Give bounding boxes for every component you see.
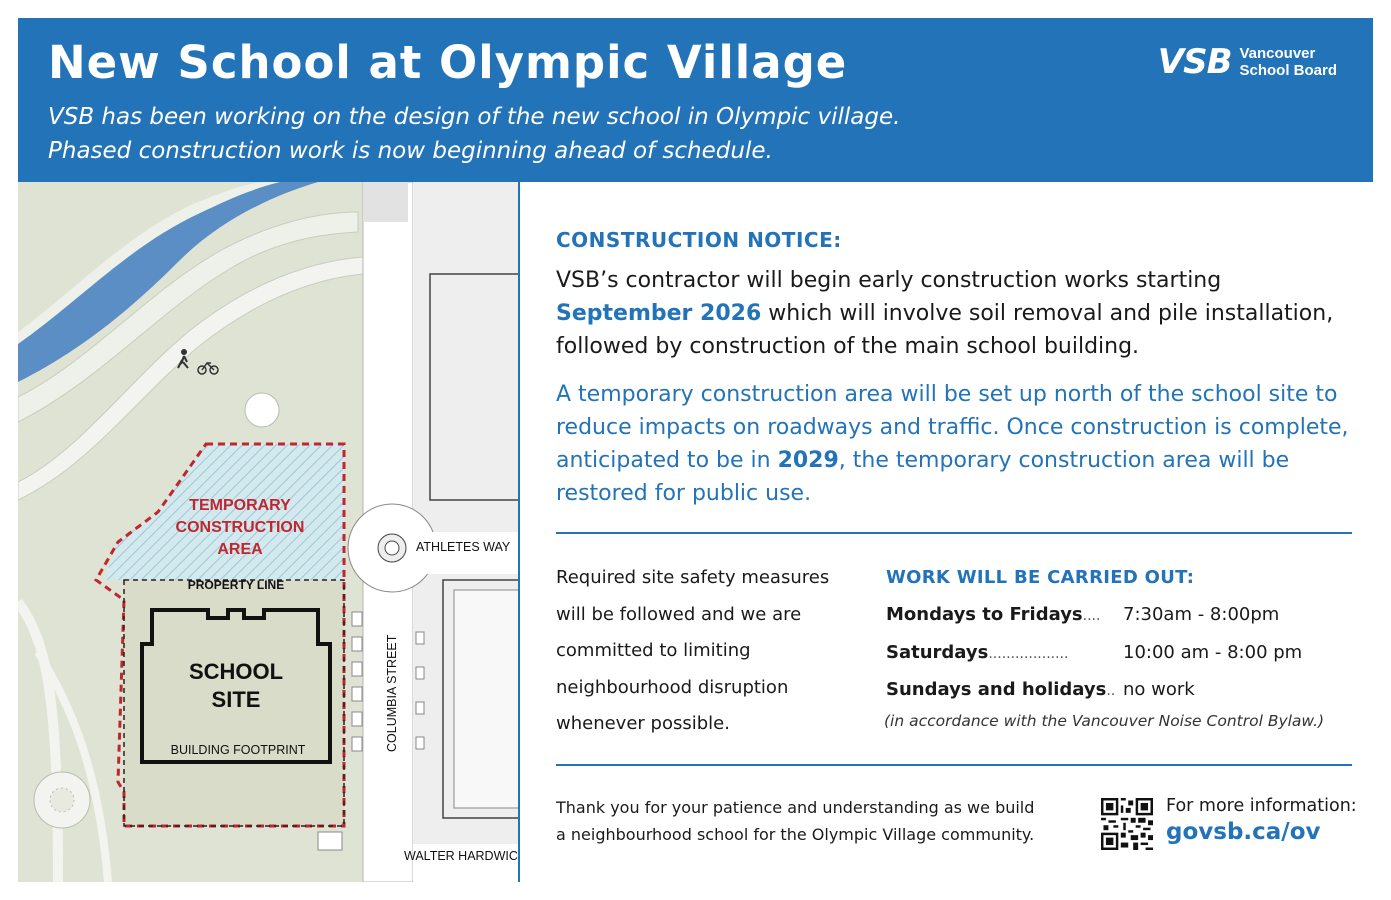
schedule-row <box>886 642 1356 680</box>
walter-hardwick-label: WALTER HARDWIC <box>404 849 518 863</box>
schedule-day: Saturdays <box>886 641 989 663</box>
property-line-label: PROPERTY LINE <box>187 578 285 592</box>
work-schedule <box>886 604 1356 717</box>
schedule-leader: .... <box>1082 608 1101 624</box>
start-date-highlight: September 2026 <box>556 301 762 326</box>
safety-line: neighbourhood disruption <box>556 676 789 698</box>
safety-line: committed to limiting <box>556 640 751 661</box>
header-banner <box>18 18 1373 182</box>
schedule-row <box>886 679 1356 717</box>
divider-bottom <box>556 764 1352 766</box>
more-info-link[interactable]: govsb.ca/ov <box>1166 819 1321 845</box>
school-site-label-1: SCHOOL <box>188 659 284 684</box>
thank-you-text <box>556 794 1086 848</box>
columbia-street-label: COLUMBIA STREET <box>385 634 399 752</box>
school-site-label-2: SITE <box>211 687 261 712</box>
completion-year: 2029 <box>777 448 839 473</box>
thanks-line: Thank you for your patience and understanding as we build <box>556 798 1035 817</box>
schedule-hours: 10:00 am - 8:00 pm <box>1123 641 1303 663</box>
schedule-leader: .................. <box>988 645 1069 662</box>
building-footprint-label: BUILDING FOOTPRINT <box>170 743 306 757</box>
schedule-day: Sundays and holidays <box>886 679 1107 700</box>
vsb-logo-mark: VSB <box>1157 42 1232 82</box>
subtitle-line-2: Phased construction work is now beginning ahead of schedule. <box>48 138 773 164</box>
temp-area-label-3: AREA <box>217 541 263 558</box>
logo-line-1: Vancouver <box>1239 45 1316 62</box>
logo-line-2: School Board <box>1239 62 1337 79</box>
notice-p1-text-1: VSB’s contractor will begin early construction works starting <box>556 268 1222 293</box>
thanks-line: a neighbourhood school for the Olympic Village community. <box>556 825 1035 844</box>
temp-area-label-2: CONSTRUCTION <box>175 519 305 536</box>
page-title: New School at Olympic Village <box>48 36 848 89</box>
safety-measures-text <box>556 560 856 743</box>
divider-top <box>556 532 1352 534</box>
athletes-way-label: ATHLETES WAY <box>416 540 511 554</box>
schedule-day: Mondays to Fridays <box>886 604 1083 625</box>
schedule-leader: .. <box>1106 683 1116 699</box>
schedule-hours: 7:30am - 8:00pm <box>1123 604 1280 625</box>
vsb-logo-words <box>1239 45 1337 79</box>
notice-p2-text-1: A temporary construction area will be set up north of the school site to reduce impacts on roadways and traffic. Once construction is complete, anticipated to be in <box>556 382 1349 473</box>
subtitle-line-1: VSB has been working on the design of the new school in Olympic village. <box>48 104 901 130</box>
safety-line: Required site safety measures <box>556 567 830 588</box>
notice-paragraph-1 <box>556 264 1352 363</box>
site-map <box>18 182 520 882</box>
qr-code-icon[interactable] <box>1101 798 1153 850</box>
vsb-logo <box>1158 42 1337 82</box>
notice-p2-text-2: , the temporary construction area will be restored for public use. <box>556 448 1290 506</box>
schedule-hours: no work <box>1123 679 1195 700</box>
schedule-row <box>886 604 1356 642</box>
notice-paragraph-2 <box>556 378 1352 510</box>
construction-notice-heading: CONSTRUCTION NOTICE: <box>556 228 842 252</box>
temp-area-label-1: TEMPORARY <box>189 497 291 514</box>
notice-p1-text-2: which will involve soil removal and pile installation, followed by construction of the main school building. <box>556 301 1334 359</box>
noise-bylaw-note: (in accordance with the Vancouver Noise Control Bylaw.) <box>884 712 1325 730</box>
more-info-label: For more information: <box>1166 796 1357 816</box>
safety-line: whenever possible. <box>556 713 730 734</box>
work-hours-heading: WORK WILL BE CARRIED OUT: <box>886 567 1195 588</box>
safety-line: will be followed and we are <box>556 603 802 625</box>
page-subtitle <box>48 100 900 168</box>
